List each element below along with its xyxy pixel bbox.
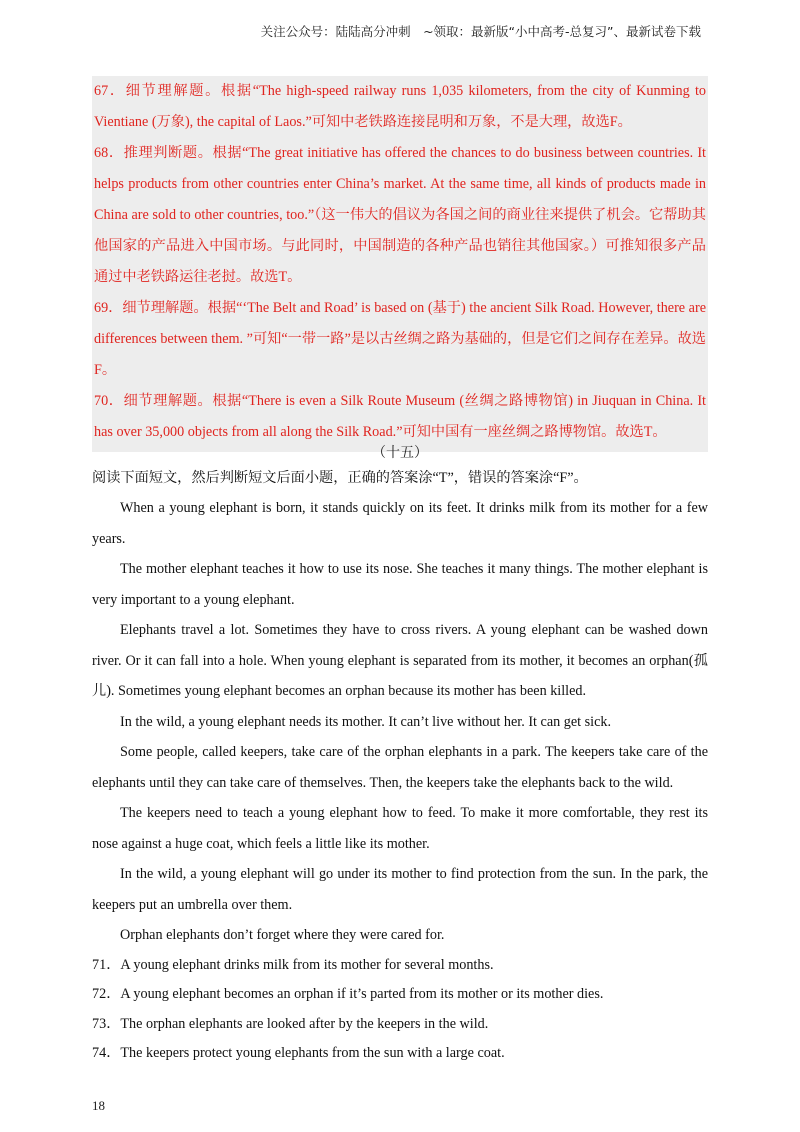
page-number: 18 bbox=[92, 1098, 105, 1113]
page-header: 关注公众号：陆陆高分冲刺 ~领取：最新版“小中高考-总复习”、最新试卷下载 bbox=[260, 24, 701, 39]
passage-paragraph: The keepers need to teach a young elephant how to feed. To make it more comfortable, they rest its nose against a huge coat, which feels a little like its mother. bbox=[92, 805, 708, 852]
question-74: 74．The keepers protect young elephants from the sun with a large coat. bbox=[92, 1045, 505, 1061]
question-71: 71．A young elephant drinks milk from its mother for several months. bbox=[92, 956, 494, 973]
reading-section bbox=[92, 463, 708, 1069]
passage-paragraph: The mother elephant teaches it how to use its nose. She teaches it many things. The mother elephant is very important to a young elephant. bbox=[92, 561, 708, 608]
passage-paragraph: In the wild, a young elephant will go under its mother to find protection from the sun. In the park, the keepers put an umbrella over them. bbox=[92, 866, 708, 913]
answer-69: 69．细节理解题。根据“‘The Belt and Road’ is based on (基于) the ancient Silk Road. However, there are differences between them. ”可知“一带一路”是以古丝绸之路为基础的，但是它们之间存在差异。故选F。 bbox=[94, 300, 706, 378]
passage-paragraph: Orphan elephants don’t forget where they were cared for. bbox=[120, 927, 445, 943]
question-72: 72．A young elephant becomes an orphan if it’s parted from its mother or its mother dies. bbox=[92, 986, 604, 1002]
answer-70: 70．细节理解题。根据“There is even a Silk Route Museum (丝绸之路博物馆) in Jiuquan in China. It has over 35,000 objects from all along the Silk Road.”可知中国有一座丝绸之路博物馆。故选T。 bbox=[94, 393, 706, 440]
section-title: （十五） bbox=[372, 446, 428, 461]
answer-67: 67．细节理解题。根据“The high-speed railway runs 1,035 kilometers, from the city of Kunming to Vientiane (万象), the capital of Laos.”可知中老铁路连接昆明和万象，不是大理，故选F。 bbox=[94, 83, 706, 130]
answer-68: 68．推理判断题。根据“The great initiative has offered the chances to do business between countries. It helps products from other countries enter China’s market. At the same time, all kinds of products made in China are sold to other countries, too.”（这一伟大的倡议为各国之间的商业往来提供了机会。它帮助其他国家的产品进入中国市场。与此同时，中国制造的各种产品也销往其他国家。）可推知很多产品通过中老铁路运往老挝。故选T。 bbox=[94, 145, 706, 285]
question-73: 73．The orphan elephants are looked after by the keepers in the wild. bbox=[92, 1015, 489, 1032]
passage-paragraph: When a young elephant is born, it stands quickly on its feet. It drinks milk from its mother for a few years. bbox=[92, 500, 708, 547]
passage-paragraph: In the wild, a young elephant needs its mother. It can’t live without her. It can get sick. bbox=[120, 713, 612, 730]
instruction: 阅读下面短文，然后判断短文后面小题，正确的答案涂“T”，错误的答案涂“F”。 bbox=[92, 470, 588, 486]
passage-paragraph: Elephants travel a lot. Sometimes they have to cross rivers. A young elephant can be washed down river. Or it can fall into a hole. When young elephant is separated from its mother, it becomes an orphan(孤儿). Sometimes young elephant becomes an orphan because its mother has been killed. bbox=[92, 622, 708, 699]
answer-explanations bbox=[92, 76, 708, 452]
passage-paragraph: Some people, called keepers, take care of the orphan elephants in a park. The keepers take care of the elephants until they can take care of themselves. Then, the keepers take the elephants back to the wild. bbox=[92, 744, 708, 791]
